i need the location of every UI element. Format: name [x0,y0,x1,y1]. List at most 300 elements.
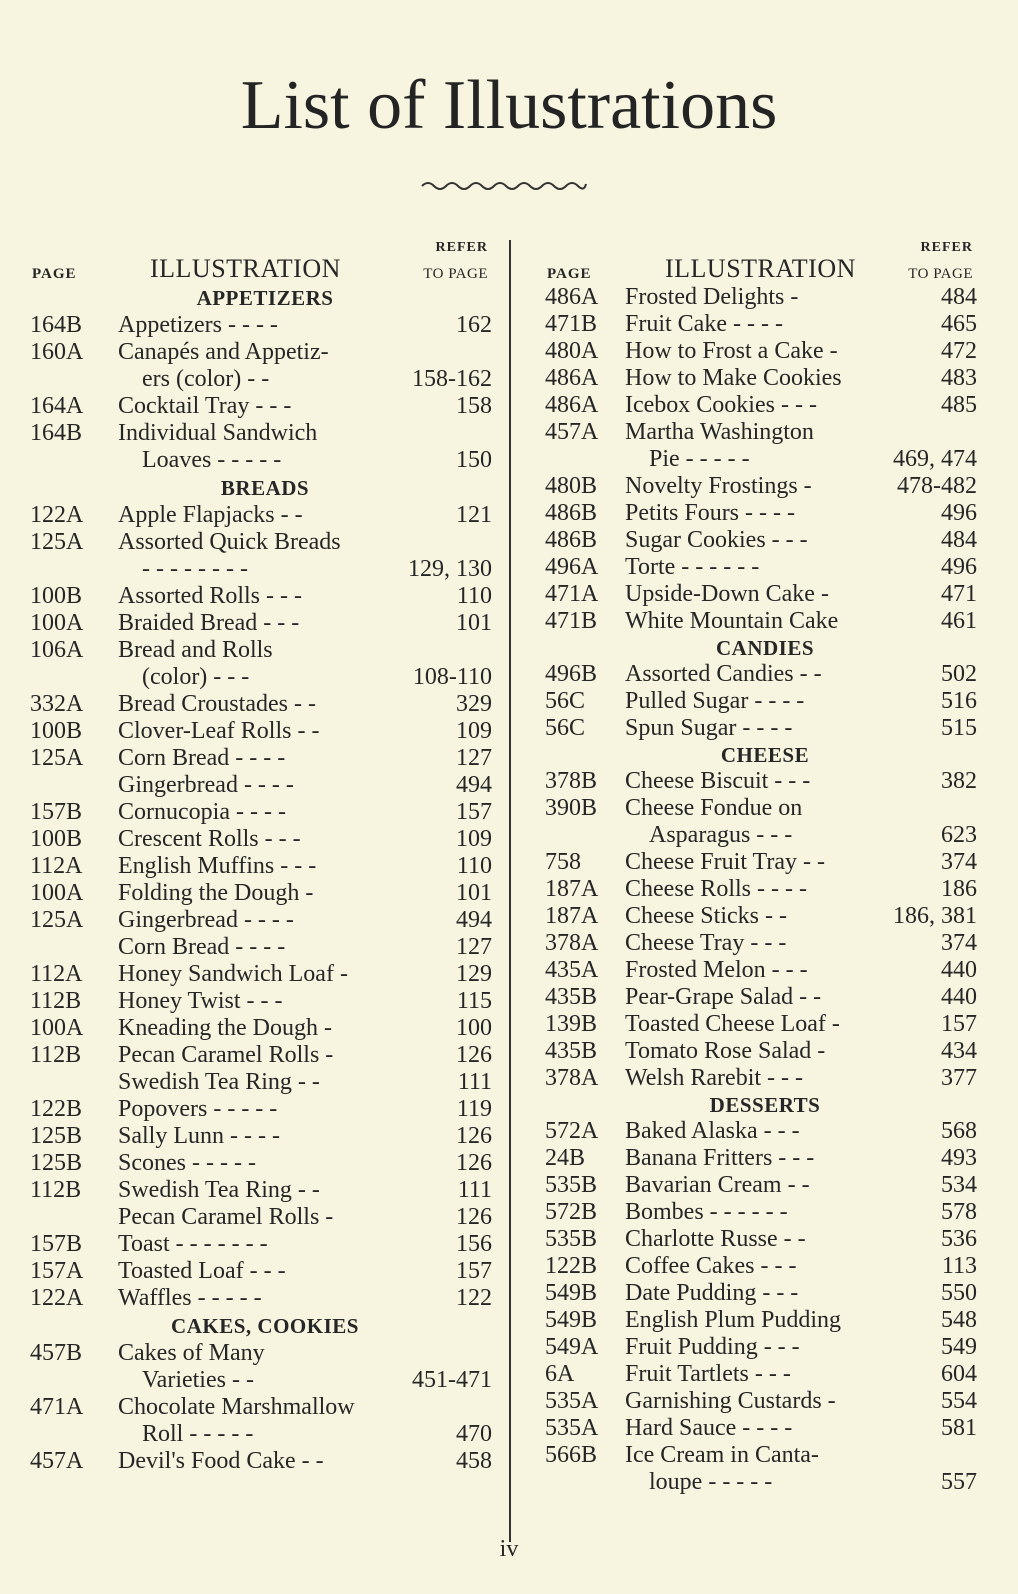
entry-row [545,1038,985,1065]
entry-refer-page: 493 [941,1145,977,1171]
entry-page: 122B [545,1253,598,1279]
entry-illustration: Petits Fours - - - - [625,500,795,526]
entry-refer-page: 127 [456,745,492,771]
left-entries [30,284,500,1475]
entry-illustration: Appetizers - - - - [118,312,278,338]
entry-refer-page: 101 [456,880,492,906]
entry-illustration: Fruit Pudding - - - [625,1334,800,1360]
header-page: PAGE [32,266,77,282]
entry-refer-page: 458 [456,1448,492,1474]
entry-illustration: Honey Sandwich Loaf - [118,961,348,987]
entry-row [30,312,500,339]
entry-illustration: Novelty Frostings - [625,473,812,499]
entry-refer-page: 496 [941,500,977,526]
entry-page: 549B [545,1307,598,1333]
entry-illustration: Pecan Caramel Rolls - [118,1042,334,1068]
entry-illustration: Pear-Grape Salad - - [625,984,822,1010]
entry-continuation [545,822,985,849]
entry-illustration: Icebox Cookies - - - [625,392,817,418]
entry-illustration: Frosted Delights - [625,284,799,310]
entry-illustration: Popovers - - - - - [118,1096,278,1122]
entry-page: 535B [545,1172,598,1198]
entry-refer-page: 115 [456,988,492,1014]
entry-row [30,420,500,447]
entry-row [545,1415,985,1442]
entry-refer-page: 157 [941,1011,977,1037]
entry-row [545,1334,985,1361]
entry-row [545,1226,985,1253]
entry-row [30,1150,500,1177]
entry-continuation [30,556,500,583]
entry-row [30,907,500,934]
entry-row [30,1015,500,1042]
entry-refer-page: 110 [456,583,492,609]
entry-refer-page: 157 [456,1258,492,1284]
entry-row [545,688,985,715]
entry-page: 125B [30,1123,83,1149]
entry-page: 435B [545,984,598,1010]
entry-illustration: Kneading the Dough - [118,1015,332,1041]
entry-illustration: Roll - - - - - [142,1421,254,1447]
entry-page: 572A [545,1118,599,1144]
entry-illustration: Swedish Tea Ring - - [118,1069,320,1095]
entry-row [545,1172,985,1199]
entry-refer-page: 186 [941,876,977,902]
entry-refer-page: 111 [457,1069,492,1095]
entry-illustration: Braided Bread - - - [118,610,300,636]
entry-row [545,365,985,392]
entry-refer-page: 549 [941,1334,977,1360]
entry-row [545,554,985,581]
entry-illustration: Bread Croustades - - [118,691,316,717]
entry-illustration: White Mountain Cake [625,608,839,634]
entry-row [545,795,985,822]
entry-refer-page: 502 [941,661,977,687]
entry-row [545,930,985,957]
entry-illustration: Honey Twist - - - [118,988,283,1014]
entry-refer-page: 129, 130 [408,556,492,582]
entry-illustration: Asparagus - - - [649,822,793,848]
entry-continuation [30,1421,500,1448]
entry-page: 157B [30,799,83,825]
entry-illustration: Welsh Rarebit - - - [625,1065,804,1091]
entry-row [30,1042,500,1069]
entry-page: 112A [30,853,83,879]
entry-page: 486A [545,392,599,418]
entry-page: 435B [545,1038,598,1064]
entry-illustration: Toast - - - - - - - [118,1231,268,1257]
entry-page: 139B [545,1011,598,1037]
entry-page: 112B [30,988,82,1014]
entry-row [545,473,985,500]
entry-illustration: Upside-Down Cake - [625,581,829,607]
entry-refer-page: 127 [456,934,492,960]
entry-illustration: Cheese Sticks - - [625,903,787,929]
section-heading: APPETIZERS [196,286,334,310]
entry-illustration: Bavarian Cream - - [625,1172,810,1198]
entry-row [30,772,500,799]
entry-page: 100A [30,610,84,636]
entry-illustration: Sugar Cookies - - - [625,527,808,553]
entry-page: 471B [545,311,598,337]
entry-refer-page: 108-110 [412,664,492,690]
entry-illustration: Hard Sauce - - - - [625,1415,793,1441]
entry-page: 480B [545,473,598,499]
entry-refer-page: 550 [941,1280,977,1306]
entry-row [30,1204,500,1231]
entry-row [545,419,985,446]
entry-refer-page: 548 [941,1307,977,1333]
entry-refer-page: 470 [456,1421,492,1447]
entry-illustration: Bombes - - - - - - [625,1199,788,1225]
entry-refer-page: 484 [941,284,977,310]
section-heading: BREADS [220,476,310,500]
entry-illustration: Torte - - - - - - [625,554,760,580]
section-heading: DESSERTS [709,1093,821,1117]
page-number: iv [499,1536,519,1562]
entry-refer-page: 515 [941,715,977,741]
entry-illustration: Cocktail Tray - - - [118,393,292,419]
entry-page: 378A [545,930,599,956]
entry-continuation [30,1367,500,1394]
entry-page: 100B [30,718,83,744]
entry-illustration: (color) - - - [142,664,250,690]
column-header [30,240,500,284]
entry-illustration: Waffles - - - - - [118,1285,262,1311]
entry-refer-page: 568 [941,1118,977,1144]
header-refer: REFER [920,240,973,255]
entry-refer-page: 126 [456,1042,492,1068]
entry-refer-page: 113 [941,1253,977,1279]
entry-row [545,1361,985,1388]
entry-page: 112B [30,1042,82,1068]
entry-illustration: English Plum Pudding [625,1307,842,1333]
entry-illustration: Corn Bread - - - - [118,934,286,960]
entry-row [30,637,500,664]
entry-continuation [30,664,500,691]
entry-illustration: Baked Alaska - - - [625,1118,800,1144]
page-title: List of Illustrations [240,67,778,144]
entry-row [545,1118,985,1145]
entry-row [30,1096,500,1123]
entry-page: 122A [30,502,84,528]
entry-page: 566B [545,1442,598,1468]
entry-row [545,876,985,903]
entry-refer-page: 121 [456,502,492,528]
entry-illustration: How to Make Cookies [625,365,842,391]
entry-page: 471A [30,1394,84,1420]
entry-illustration: Varieties - - [142,1367,254,1393]
entry-row [545,581,985,608]
entry-page: 758 [545,849,581,875]
entry-refer-page: 434 [941,1038,977,1064]
entry-refer-page: 126 [456,1123,492,1149]
entry-refer-page: 126 [456,1150,492,1176]
wavy-ornament-icon [420,178,588,192]
entry-page: 549A [545,1334,599,1360]
entry-refer-page: 578 [941,1199,977,1225]
entry-refer-page: 109 [456,718,492,744]
entry-refer-page: 122 [456,1285,492,1311]
entry-refer-page: 554 [941,1388,977,1414]
entry-refer-page: 557 [941,1469,977,1495]
entry-refer-page: 150 [456,447,492,473]
entry-row [30,799,500,826]
entry-row [30,961,500,988]
entry-page: 100B [30,583,83,609]
entry-illustration: Scones - - - - - [118,1150,256,1176]
entry-row [30,502,500,529]
entry-illustration: Pie - - - - - [649,446,750,472]
entry-illustration: Pecan Caramel Rolls - [118,1204,334,1230]
entry-refer-page: 465 [941,311,977,337]
entry-page: 125A [30,907,84,933]
entry-page: 164B [30,420,83,446]
entry-row [30,718,500,745]
entry-row [545,284,985,311]
entry-row [545,903,985,930]
section-heading: CAKES, COOKIES [171,1314,359,1338]
entry-row [545,527,985,554]
entry-page: 457A [30,1448,84,1474]
entry-page: 486A [545,365,599,391]
entry-page: 122B [30,1096,83,1122]
entry-row [30,1285,500,1312]
entry-page: 535A [545,1415,599,1441]
entry-refer-page: 472 [941,338,977,364]
entry-row [545,392,985,419]
entry-refer-page: 382 [941,768,977,794]
entry-row [30,1448,500,1475]
entry-page: 6A [545,1361,575,1387]
right-entries [545,284,985,1496]
entry-page: 457B [30,1340,83,1366]
entry-illustration: Folding the Dough - [118,880,314,906]
header-to-page: TO PAGE [423,266,488,282]
entry-row [30,529,500,556]
entry-refer-page: 329 [456,691,492,717]
entry-row [545,1253,985,1280]
entry-row [30,583,500,610]
entry-row [30,339,500,366]
column-header [545,240,985,284]
entry-continuation [30,447,500,474]
entry-row [545,1280,985,1307]
entry-page: 160A [30,339,84,365]
entry-page: 535B [545,1226,598,1252]
entry-page: 486B [545,527,598,553]
entry-row [545,311,985,338]
entry-page: 496A [545,554,599,580]
entry-page: 471A [545,581,599,607]
entry-page: 535A [545,1388,599,1414]
right-column [545,240,985,1496]
entry-row [545,1307,985,1334]
entry-page: 572B [545,1199,598,1225]
section-heading: CHEESE [720,743,810,767]
entry-illustration: Assorted Candies - - [625,661,822,687]
entry-page: 486A [545,284,599,310]
entry-illustration: Spun Sugar - - - - [625,715,793,741]
entry-page: 480A [545,338,599,364]
entry-refer-page: 440 [941,984,977,1010]
entry-page: 125A [30,745,84,771]
entry-refer-page: 374 [941,849,977,875]
entry-illustration: Garnishing Custards - [625,1388,836,1414]
entry-refer-page: 496 [941,554,977,580]
entry-refer-page: 110 [456,853,492,879]
entry-row [545,1011,985,1038]
entry-illustration: Devil's Food Cake - - [118,1448,324,1474]
entry-illustration: Apple Flapjacks - - [118,502,303,528]
entry-illustration: Assorted Rolls - - - [118,583,302,609]
entry-illustration: Gingerbread - - - - [118,907,294,933]
entry-illustration: loupe - - - - - [649,1469,773,1495]
entry-refer-page: 483 [941,365,977,391]
entry-continuation [30,366,500,393]
entry-row [30,880,500,907]
entry-row [30,853,500,880]
entry-refer-page: 158 [456,393,492,419]
entry-refer-page: 440 [941,957,977,983]
entry-refer-page: 156 [456,1231,492,1257]
entry-row [30,988,500,1015]
entry-row [30,826,500,853]
entry-page: 435A [545,957,599,983]
entry-illustration: Sally Lunn - - - - [118,1123,280,1149]
entry-refer-page: 129 [456,961,492,987]
entry-page: 125A [30,529,84,555]
entry-illustration: Cheese Rolls - - - - [625,876,807,902]
entry-page: 100B [30,826,83,852]
header-illustration: ILLUSTRATION [665,254,856,283]
entry-illustration: Corn Bread - - - - [118,745,286,771]
entry-row [30,1340,500,1367]
entry-refer-page: 111 [457,1177,492,1203]
entry-illustration: Canapés and Appetiz- [118,339,329,365]
entry-refer-page: 536 [941,1226,977,1252]
entry-illustration: Fruit Cake - - - - [625,311,783,337]
entry-refer-page: 162 [456,312,492,338]
entry-page: 486B [545,500,598,526]
entry-illustration: Charlotte Russe - - [625,1226,806,1252]
entry-page: 112A [30,961,83,987]
entry-illustration: English Muffins - - - [118,853,317,879]
entry-illustration: Ice Cream in Canta- [625,1442,819,1468]
entry-row [30,1394,500,1421]
entry-row [545,338,985,365]
entry-row [545,1065,985,1092]
entry-row [545,1442,985,1469]
entry-refer-page: 119 [456,1096,492,1122]
entry-refer-page: 534 [941,1172,977,1198]
entry-page: 56C [545,715,586,741]
entry-illustration: Toasted Loaf - - - [118,1258,286,1284]
entry-illustration: Fruit Tartlets - - - [625,1361,791,1387]
entry-illustration: ers (color) - - [142,366,270,392]
entry-row [30,745,500,772]
entry-page: 157A [30,1258,84,1284]
entry-page: 457A [545,419,599,445]
entry-continuation [545,1469,985,1496]
entry-illustration: Individual Sandwich [118,420,318,446]
entry-refer-page: 101 [456,610,492,636]
entry-row [545,1388,985,1415]
entry-row [545,768,985,795]
entry-illustration: Toasted Cheese Loaf - [625,1011,840,1037]
entry-illustration: Swedish Tea Ring - - [118,1177,320,1203]
entry-refer-page: 484 [941,527,977,553]
entry-refer-page: 126 [456,1204,492,1230]
entry-illustration: Crescent Rolls - - - [118,826,301,852]
entry-row [30,1177,500,1204]
entry-illustration: Cakes of Many [118,1340,265,1366]
header-page: PAGE [547,266,592,282]
entry-row [545,984,985,1011]
entry-refer-page: 478-482 [897,473,977,499]
entry-page: 24B [545,1145,586,1171]
entry-illustration: Frosted Melon - - - [625,957,808,983]
entry-row [545,608,985,635]
entry-page: 187A [545,903,599,929]
entry-illustration: Gingerbread - - - - [118,772,294,798]
entry-refer-page: 461 [941,608,977,634]
entry-row [545,1145,985,1172]
entry-illustration: Loaves - - - - - [142,447,282,473]
entry-page: 378A [545,1065,599,1091]
entry-row [30,610,500,637]
entry-refer-page: 157 [456,799,492,825]
entry-illustration: - - - - - - - - [142,556,248,582]
entry-refer-page: 623 [941,822,977,848]
entry-continuation [545,446,985,473]
entry-refer-page: 485 [941,392,977,418]
entry-page: 378B [545,768,598,794]
entry-row [545,715,985,742]
entry-illustration: Coffee Cakes - - - [625,1253,797,1279]
entry-page: 122A [30,1285,84,1311]
entry-row [545,1199,985,1226]
entry-page: 549B [545,1280,598,1306]
entry-refer-page: 451-471 [412,1367,492,1393]
entry-row [30,691,500,718]
entry-illustration: Pulled Sugar - - - - [625,688,805,714]
entry-page: 390B [545,795,598,821]
entry-refer-page: 471 [941,581,977,607]
entry-illustration: Cheese Tray - - - [625,930,787,956]
entry-row [30,1231,500,1258]
entry-row [545,957,985,984]
entry-refer-page: 494 [456,772,492,798]
entry-refer-page: 100 [456,1015,492,1041]
entry-page: 496B [545,661,598,687]
entry-illustration: Cheese Biscuit - - - [625,768,811,794]
entry-illustration: Cornucopia - - - - [118,799,286,825]
entry-refer-page: 581 [941,1415,977,1441]
entry-row [30,1069,500,1096]
entry-row [30,393,500,420]
entry-page: 164A [30,393,84,419]
entry-page: 112B [30,1177,82,1203]
entry-page: 471B [545,608,598,634]
entry-illustration: How to Frost a Cake - [625,338,838,364]
entry-illustration: Martha Washington [625,419,814,445]
entry-row [545,500,985,527]
section-heading: CANDIES [715,636,815,660]
entry-page: 106A [30,637,84,663]
entry-refer-page: 516 [941,688,977,714]
entry-illustration: Assorted Quick Breads [118,529,341,555]
